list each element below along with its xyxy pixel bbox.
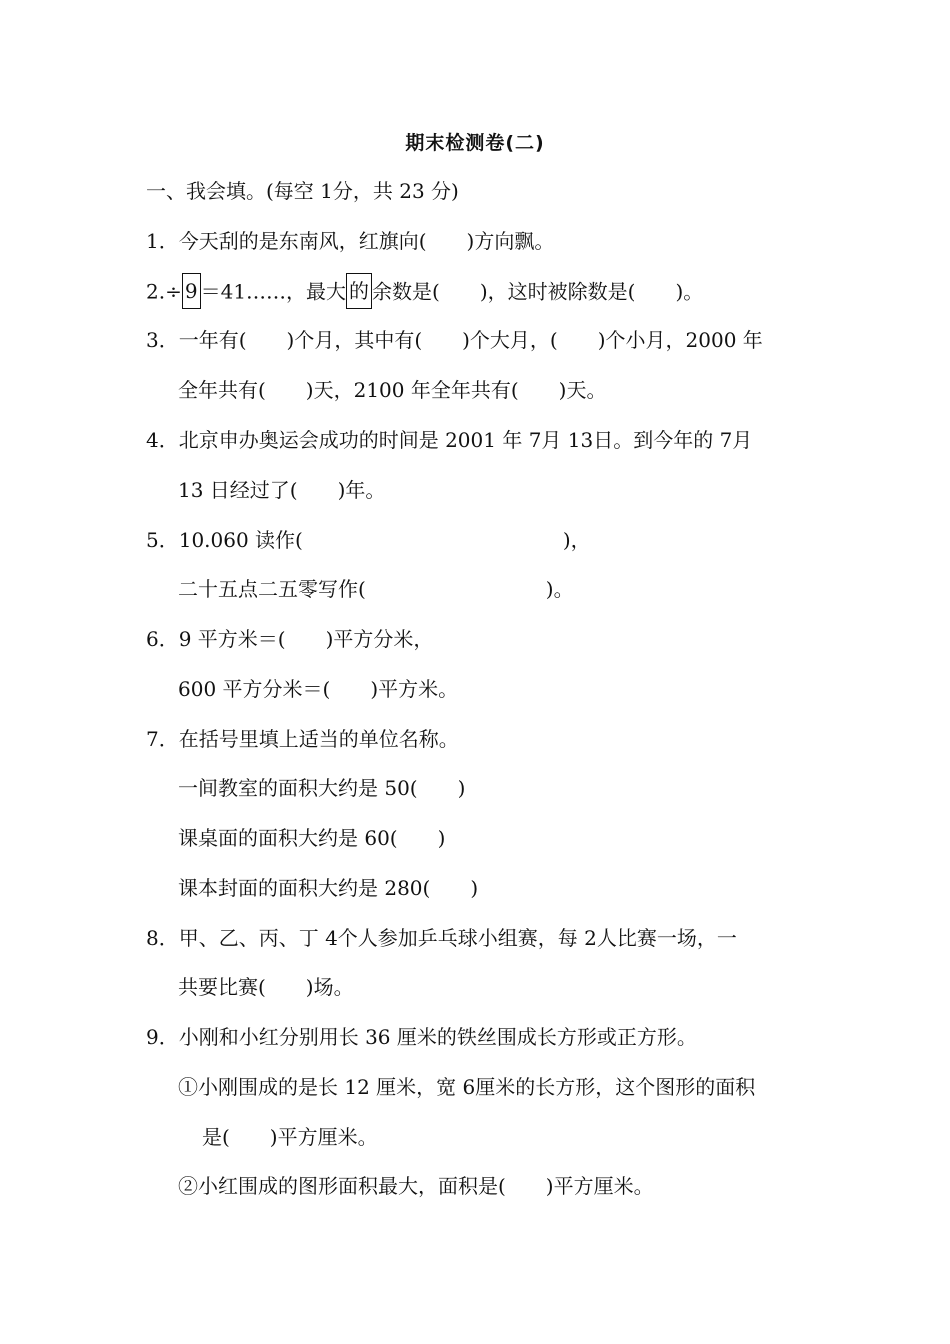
question-2 xyxy=(146,277,703,309)
question-6-line-2: 600 平方分米＝( )平方米。 xyxy=(178,677,459,701)
divisor-box: 9 xyxy=(182,273,201,309)
question-7-line-1: 7．在括号里填上适当的单位名称。 xyxy=(146,727,459,751)
question-2-number: 2. xyxy=(146,279,166,304)
question-3-line-1: 3．一年有( )个月，其中有( )个大月，( )个小月，2000 年 xyxy=(146,328,763,352)
question-6-line-1: 6．9 平方米＝( )平方分米， xyxy=(146,627,434,651)
question-7-line-3: 课桌面的面积大约是 60( ) xyxy=(178,826,446,850)
question-3-line-2: 全年共有( )天，2100 年全年共有( )天。 xyxy=(178,378,607,402)
question-9-line-1: 9．小刚和小红分别用长 36 厘米的铁丝围成长方形或正方形。 xyxy=(146,1025,697,1049)
question-9-line-3: 是( )平方厘米。 xyxy=(202,1125,378,1149)
division-sign: ÷ xyxy=(165,279,182,304)
question-9-line-2: ①小刚围成的是长 12 厘米，宽 6厘米的长方形，这个图形的面积 xyxy=(178,1075,756,1099)
question-1: 1．今天刮的是东南风，红旗向( )方向飘。 xyxy=(146,229,555,253)
question-8-line-2: 共要比赛( )场。 xyxy=(178,975,354,999)
question-7-line-2: 一间教室的面积大约是 50( ) xyxy=(178,776,466,800)
question-4-line-2: 13 日经过了( )年。 xyxy=(178,478,386,502)
section-heading: 一、我会填。(每空 1分，共 23 分) xyxy=(146,179,459,203)
question-4-line-1: 4．北京申办奥运会成功的时间是 2001 年 7月 13日。到今年的 7月 xyxy=(146,428,753,452)
question-7-line-4: 课本封面的面积大约是 280( ) xyxy=(178,876,479,900)
question-5-line-2: 二十五点二五零写作( )。 xyxy=(178,577,574,601)
remainder-box: 的 xyxy=(346,273,372,309)
question-2-middle: ＝41……，最大 xyxy=(200,279,347,304)
question-5-line-1: 5．10.060 读作( )， xyxy=(146,528,591,552)
question-2-tail: 余数是( )，这时被除数是( )。 xyxy=(372,279,704,304)
question-9-line-4: ②小红围成的图形面积最大，面积是( )平方厘米。 xyxy=(178,1174,654,1198)
question-8-line-1: 8．甲、乙、丙、丁 4个人参加乒乓球小组赛，每 2人比赛一场，一 xyxy=(146,926,737,950)
page-title: 期末检测卷(二) xyxy=(405,132,545,154)
